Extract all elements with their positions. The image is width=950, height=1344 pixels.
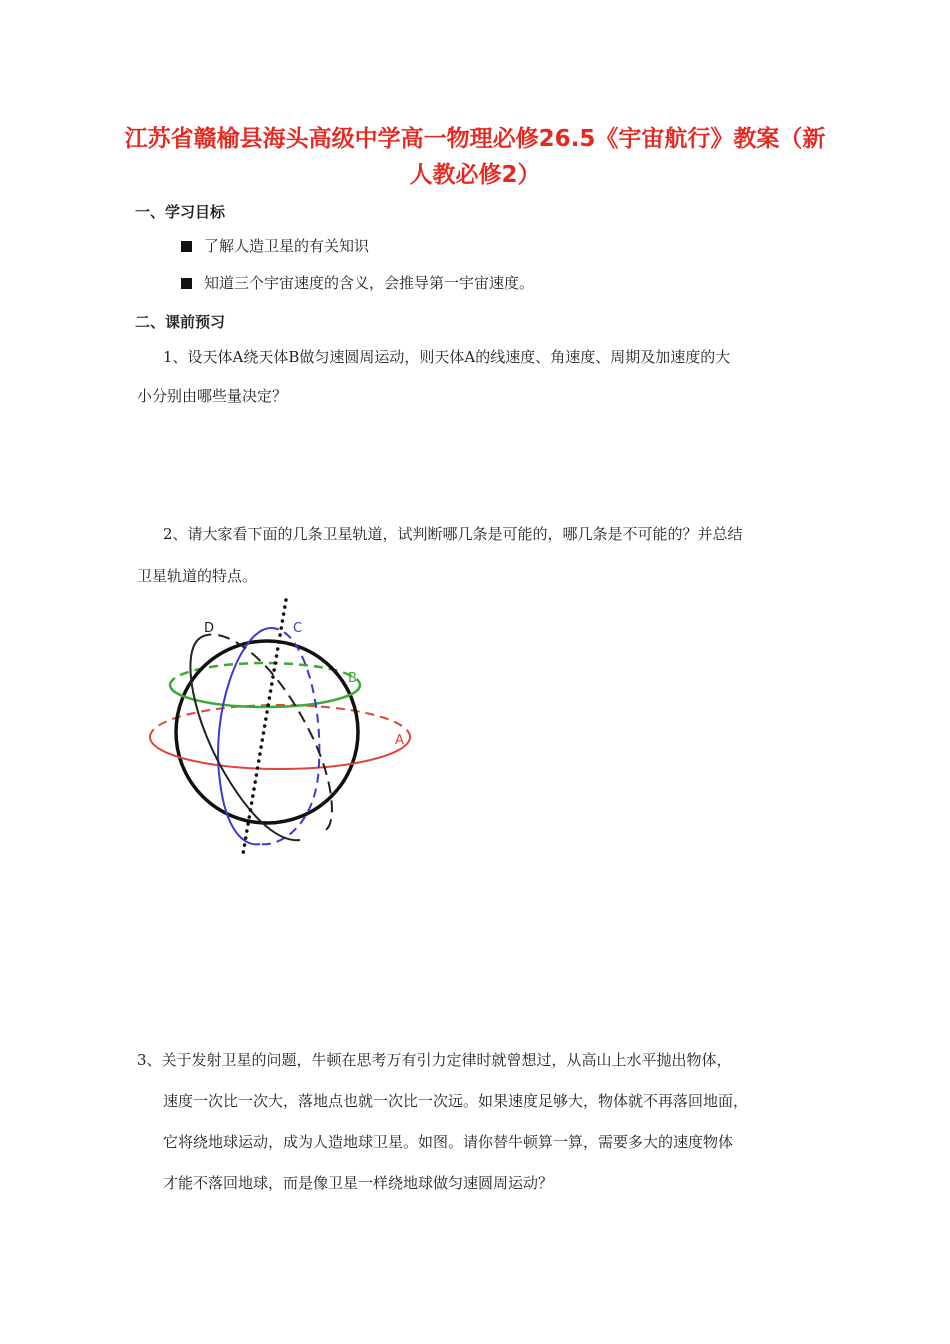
bullet-text: 知道三个宇宙速度的含义，会推导第一宇宙速度。 xyxy=(204,274,535,292)
label-b: B xyxy=(348,671,357,686)
question-3-line-3: 它将绕地球运动，成为人造地球卫星。如图。请你替牛顿算一算，需要多大的速度物体 xyxy=(163,1133,734,1151)
question-2-line-1: 2、请大家看下面的几条卫星轨道，试判断哪几条是可能的，哪几条是不可能的？并总结 xyxy=(163,525,743,543)
bullet-item xyxy=(181,235,369,257)
question-2-line-2: 卫星轨道的特点。 xyxy=(137,567,258,585)
section-heading-preview: 二、课前预习 xyxy=(135,313,226,331)
label-a: A xyxy=(395,733,404,748)
page-title-line-1: 江苏省赣榆县海头高级中学高一物理必修26.5《宇宙航行》教案（新 xyxy=(124,126,826,152)
question-1-line-1: 1、设天体A绕天体B做匀速圆周运动，则天体A的线速度、角速度、周期及加速度的大 xyxy=(163,348,731,366)
label-c: C xyxy=(293,621,303,636)
orbit-a-front xyxy=(150,737,410,769)
bullet-text: 了解人造卫星的有关知识 xyxy=(204,237,370,255)
question-3-line-4: 才能不落回地球，而是像卫星一样绕地球做匀速圆周运动？ xyxy=(163,1174,554,1192)
square-bullet-icon xyxy=(181,278,192,289)
section-heading-objectives: 一、学习目标 xyxy=(135,203,226,221)
orbit-b-front xyxy=(170,685,360,707)
satellite-orbits-figure xyxy=(140,592,420,862)
question-3-line-2: 速度一次比一次大，落地点也就一次比一次远。如果速度足够大，物体就不再落回地面， xyxy=(163,1092,749,1110)
question-1-line-2: 小分别由哪些量决定？ xyxy=(137,387,288,405)
orbit-c-front xyxy=(218,628,270,844)
label-d: D xyxy=(204,621,215,636)
page-title-line-2: 人教必修2） xyxy=(409,162,541,188)
orbit-d-front xyxy=(190,638,300,840)
bullet-item xyxy=(181,272,534,294)
question-3-line-1: 3、关于发射卫星的问题，牛顿在思考万有引力定律时就曾想过，从高山上水平抛出物体， xyxy=(137,1051,732,1069)
rotation-axis xyxy=(243,600,286,854)
orbit-a-back xyxy=(150,705,410,737)
square-bullet-icon xyxy=(181,241,192,252)
